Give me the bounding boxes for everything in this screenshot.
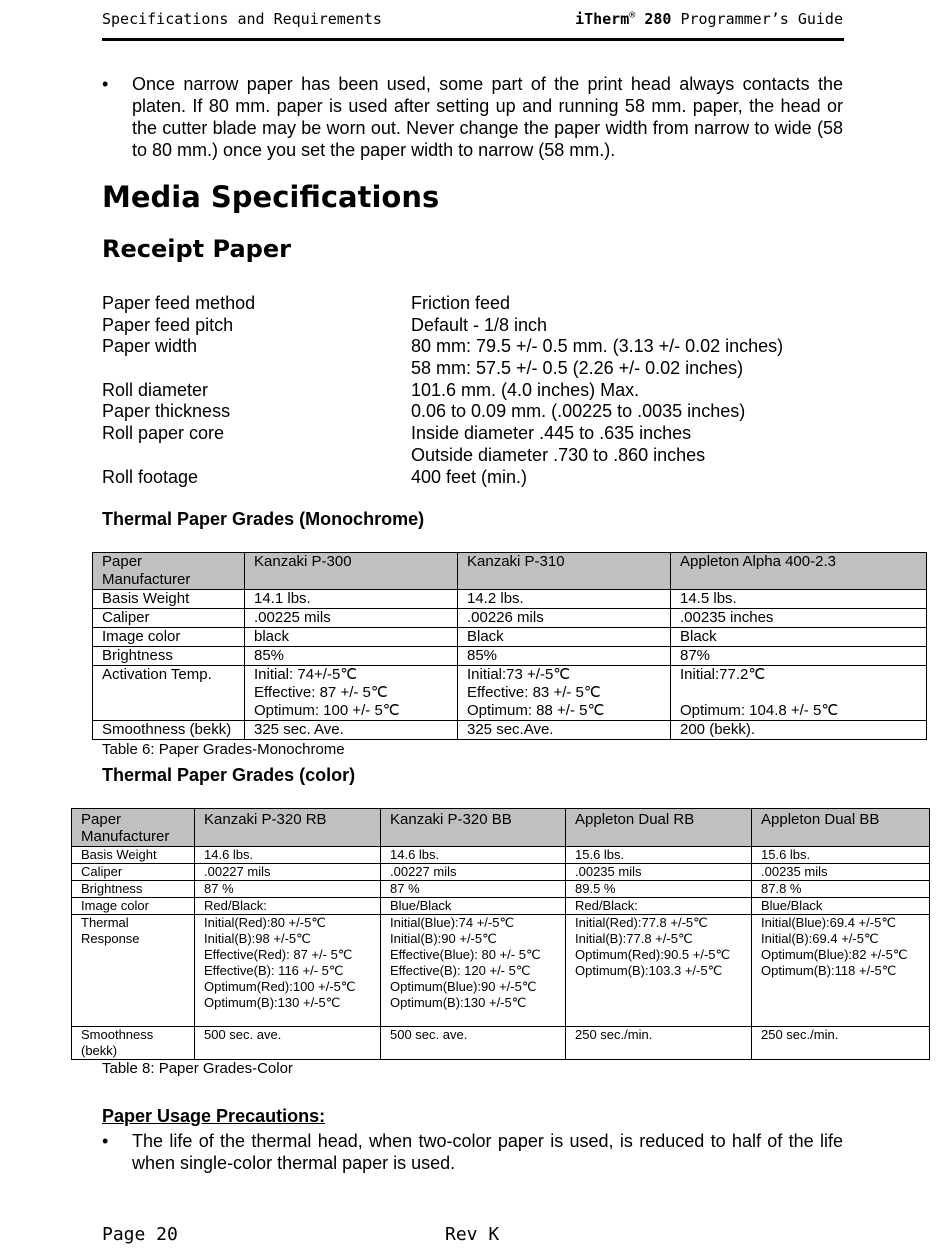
spec-label: Paper feed method — [102, 293, 256, 313]
table-header-cell: Appleton Dual BB — [752, 809, 930, 847]
spec-label: Paper feed pitch — [102, 315, 234, 335]
table-cell: 14.6 lbs. — [195, 847, 381, 864]
table-cell: Initial:73 +/-5℃ Effective: 83 +/- 5℃ Optimum: 88 +/- 5℃ — [458, 666, 671, 721]
table-cell: Initial(Blue):69.4 +/-5℃ Initial(B):69.4 +/-5℃ Optimum(Blue):82 +/-5℃ Optimum(B):118 +/-5℃ — [752, 915, 930, 1027]
spec-label: Roll paper core — [102, 423, 225, 443]
running-header-title — [575, 10, 843, 28]
table-cell: Activation Temp. — [93, 666, 245, 721]
mono-grades-table — [92, 552, 927, 740]
table-cell: Smoothness (bekk) — [93, 721, 245, 740]
table-cell: .00227 mils — [195, 864, 381, 881]
table-cell: black — [245, 628, 458, 647]
table-cell: Caliper — [93, 609, 245, 628]
table-header-cell: Paper Manufacturer — [72, 809, 195, 847]
table-cell: 250 sec./min. — [752, 1027, 930, 1060]
table-cell: Caliper — [72, 864, 195, 881]
table-cell: Initial(Red):80 +/-5℃ Initial(B):98 +/-5℃ Effective(Red): 87 +/- 5℃ Effective(B): 116 +/- 5℃ Optimum(Red):100 +/-5℃ Optimum(B):130 +/-5℃ — [195, 915, 381, 1027]
running-header-section: Specifications and Requirements — [102, 10, 382, 28]
table-cell: 325 sec. Ave. — [245, 721, 458, 740]
mono-table-title: Thermal Paper Grades (Monochrome) — [102, 509, 425, 529]
table-cell: 87 % — [381, 881, 566, 898]
table-cell: Initial(Blue):74 +/-5℃ Initial(B):90 +/-5℃ Effective(Blue): 80 +/- 5℃ Effective(B): 120 +/- 5℃ Optimum(Blue):90 +/-5℃ Optimum(B):130 +/-5℃ — [381, 915, 566, 1027]
table-cell: 500 sec. ave. — [381, 1027, 566, 1060]
spec-value: 80 mm: 79.5 +/- 0.5 mm. (3.13 +/- 0.02 inches) — [411, 336, 784, 356]
table-cell: Smoothness (bekk) — [72, 1027, 195, 1060]
table-cell: Red/Black: — [566, 898, 752, 915]
table-row — [93, 721, 927, 740]
precautions-heading: Paper Usage Precautions: — [102, 1106, 326, 1126]
color-grades-table — [71, 808, 930, 1060]
table-cell: Basis Weight — [93, 590, 245, 609]
table-cell: 85% — [458, 647, 671, 666]
model-number: 280 — [644, 10, 672, 28]
spec-value: Friction feed — [411, 293, 511, 313]
revision: Rev K — [445, 1224, 500, 1245]
spec-value: 0.06 to 0.09 mm. (.00225 to .0035 inches) — [411, 401, 746, 421]
table-row — [72, 864, 930, 881]
table-cell: 15.6 lbs. — [752, 847, 930, 864]
spec-value: Default - 1/8 inch — [411, 315, 548, 335]
table-row — [72, 881, 930, 898]
table-cell: 250 sec./min. — [566, 1027, 752, 1060]
table-cell: 89.5 % — [566, 881, 752, 898]
table-header-cell: Kanzaki P-320 RB — [195, 809, 381, 847]
table-row — [93, 666, 927, 721]
brand-name: iTherm — [575, 10, 630, 28]
table-cell: Brightness — [93, 647, 245, 666]
table-cell: 15.6 lbs. — [566, 847, 752, 864]
table-cell: 200 (bekk). — [671, 721, 927, 740]
table-cell: 325 sec.Ave. — [458, 721, 671, 740]
table-cell: Image color — [93, 628, 245, 647]
table-cell: Black — [671, 628, 927, 647]
precautions-bullet-text: The life of the thermal head, when two-color paper is used, is reduced to half of the life when single-color thermal paper is used. — [132, 1131, 843, 1173]
table-cell: Thermal Response — [72, 915, 195, 1027]
table-cell: Initial(Red):77.8 +/-5℃ Initial(B):77.8 +/-5℃ Optimum(Red):90.5 +/-5℃ Optimum(B):103.3 +/-5℃ — [566, 915, 752, 1027]
page-number: Page 20 — [102, 1224, 178, 1245]
table-cell: 500 sec. ave. — [195, 1027, 381, 1060]
table-cell: Brightness — [72, 881, 195, 898]
table-cell: Basis Weight — [72, 847, 195, 864]
table-cell: .00235 mils — [566, 864, 752, 881]
table-header-cell: Paper Manufacturer — [93, 553, 245, 590]
table-cell: .00235 inches — [671, 609, 927, 628]
table-cell: Initial:77.2℃ Optimum: 104.8 +/- 5℃ — [671, 666, 927, 721]
table-header-cell: Kanzaki P-310 — [458, 553, 671, 590]
spec-value: 101.6 mm. (4.0 inches) Max. — [411, 380, 640, 400]
table-header-row — [93, 553, 927, 590]
guide-name: Programmer’s Guide — [680, 10, 843, 28]
table-cell: 14.6 lbs. — [381, 847, 566, 864]
table-header-cell: Appleton Alpha 400-2.3 — [671, 553, 927, 590]
table-cell: 87.8 % — [752, 881, 930, 898]
table-row — [72, 915, 930, 1027]
color-table-title: Thermal Paper Grades (color) — [102, 765, 356, 785]
intro-bullet-text: Once narrow paper has been used, some part of the print head always contacts the platen. If 80 mm. paper is used after setting up and running 58 mm. paper, the head or the cutter blade may be worn out. Never change the paper width from narrow to wide (58 to 80 mm.) once you set the paper width to narrow (58 mm.). — [132, 74, 843, 160]
table-cell: 14.1 lbs. — [245, 590, 458, 609]
table-header-row — [72, 809, 930, 847]
table-cell: Image color — [72, 898, 195, 915]
table-cell: 87% — [671, 647, 927, 666]
mono-table-caption: Table 6: Paper Grades-Monochrome — [102, 741, 345, 758]
spec-label: Roll footage — [102, 467, 199, 487]
header-rule — [102, 38, 844, 41]
table-cell: Initial: 74+/-5℃ Effective: 87 +/- 5℃ Optimum: 100 +/- 5℃ — [245, 666, 458, 721]
spec-value: Inside diameter .445 to .635 inches — [411, 423, 692, 443]
table-cell: 85% — [245, 647, 458, 666]
spec-value: 58 mm: 57.5 +/- 0.5 (2.26 +/- 0.02 inches) — [411, 358, 744, 378]
table-cell: .00235 mils — [752, 864, 930, 881]
spec-label: Paper width — [102, 336, 198, 356]
table-cell: .00225 mils — [245, 609, 458, 628]
table-row — [93, 590, 927, 609]
table-row — [93, 647, 927, 666]
table-cell: .00227 mils — [381, 864, 566, 881]
table-cell: 14.2 lbs. — [458, 590, 671, 609]
registered-mark: ® — [629, 10, 636, 21]
table-row — [93, 609, 927, 628]
table-header-cell: Kanzaki P-300 — [245, 553, 458, 590]
spec-value: Outside diameter .730 to .860 inches — [411, 445, 706, 465]
subsection-heading: Receipt Paper — [102, 235, 291, 263]
table-cell: Blue/Black — [381, 898, 566, 915]
table-header-cell: Kanzaki P-320 BB — [381, 809, 566, 847]
table-cell: 87 % — [195, 881, 381, 898]
table-header-cell: Appleton Dual RB — [566, 809, 752, 847]
spec-label: Paper thickness — [102, 401, 231, 421]
table-cell: Red/Black: — [195, 898, 381, 915]
table-row — [72, 898, 930, 915]
table-row — [72, 1027, 930, 1060]
spec-label: Roll diameter — [102, 380, 209, 400]
table-row — [93, 628, 927, 647]
table-cell: Blue/Black — [752, 898, 930, 915]
table-cell: Black — [458, 628, 671, 647]
spec-value: 400 feet (min.) — [411, 467, 528, 487]
table-cell: 14.5 lbs. — [671, 590, 927, 609]
table-cell: .00226 mils — [458, 609, 671, 628]
section-heading: Media Specifications — [102, 180, 440, 214]
color-table-caption: Table 8: Paper Grades-Color — [102, 1060, 293, 1077]
bullet-marker: • — [102, 74, 109, 94]
bullet-marker: • — [102, 1131, 109, 1151]
table-row — [72, 847, 930, 864]
